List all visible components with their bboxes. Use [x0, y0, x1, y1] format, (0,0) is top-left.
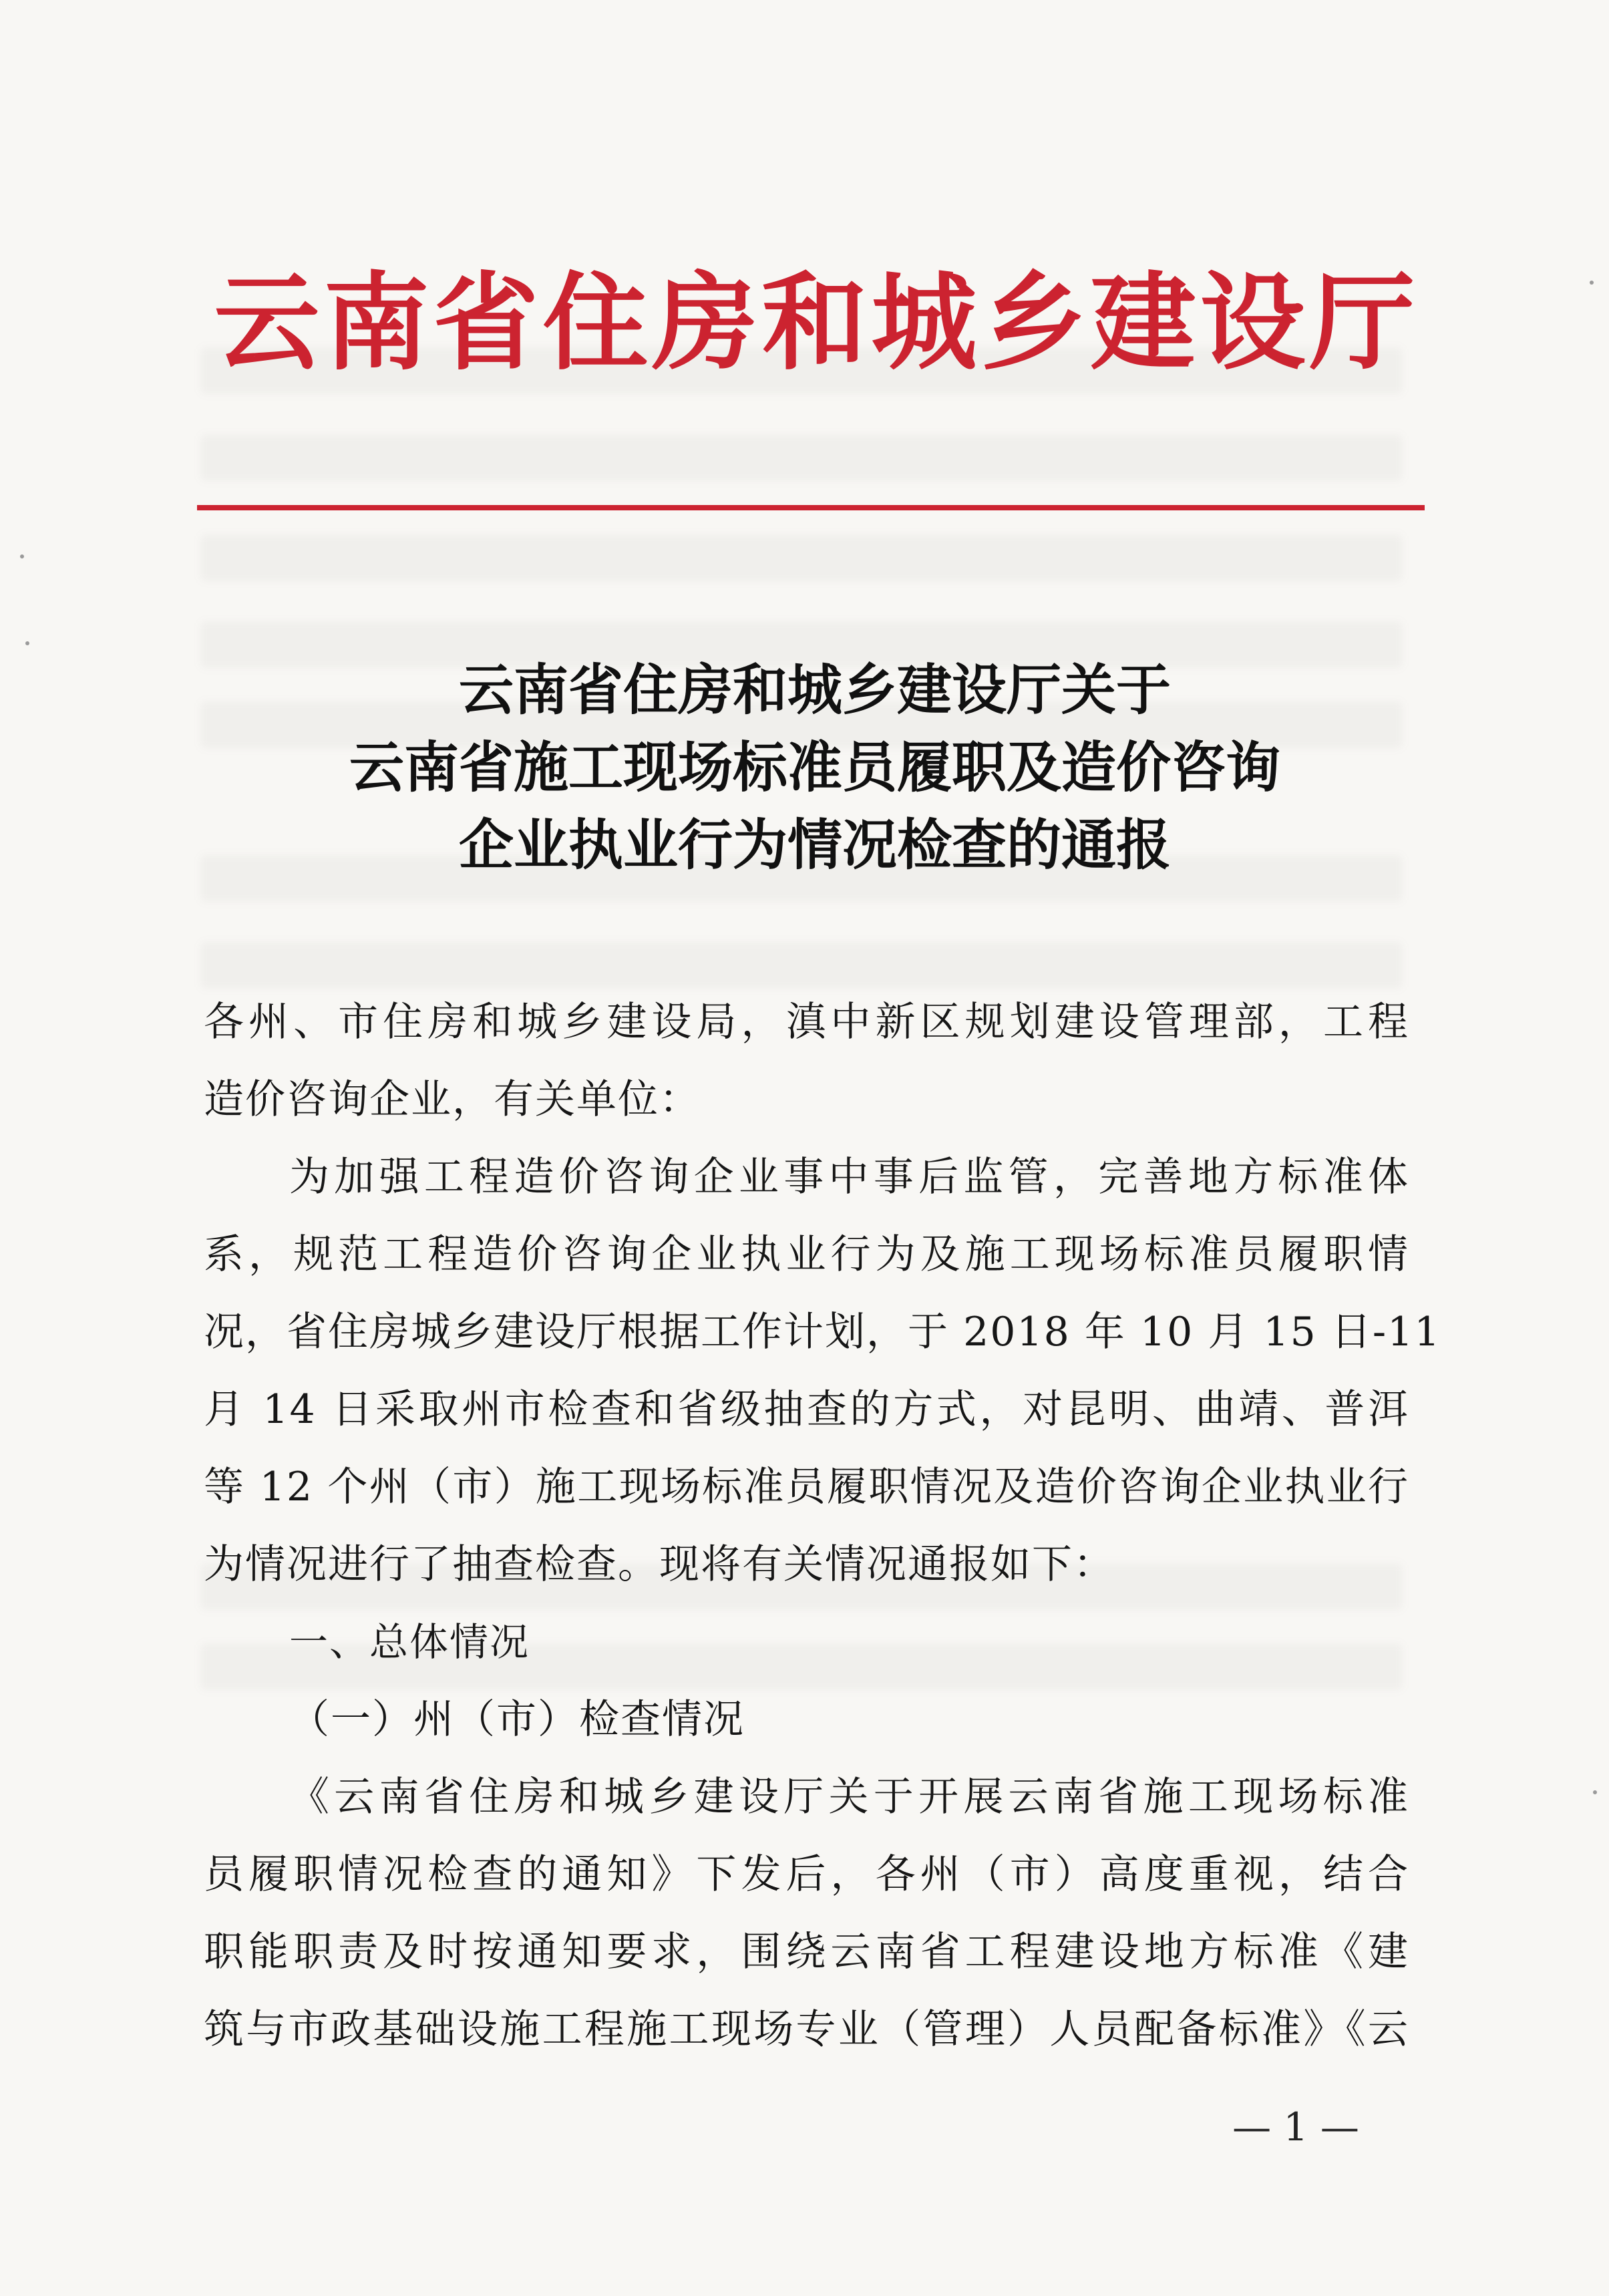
recipients-line: 各州、市住房和城乡建设局，滇中新区规划建设管理部，工程	[204, 999, 1409, 1045]
document-title	[214, 651, 1416, 884]
title-line-1: 云南省住房和城乡建设厅关于	[458, 658, 1171, 722]
paragraph-line: 《云南省住房和城乡建设厅关于开展云南省施工现场标准	[289, 1774, 1409, 1820]
paragraph-line: 况，省住房城乡建设厅根据工作计划，于 2018 年 10 月 15 日-11	[204, 1309, 1441, 1355]
bleed-through-shadow	[200, 434, 1403, 481]
paragraph-line: 筑与市政基础设施工程施工现场专业（管理）人员配备标准》《云	[204, 2006, 1409, 2053]
paragraph-line: 员履职情况检查的通知》下发后，各州（市）高度重视，结合	[204, 1851, 1409, 1898]
paragraph-line: 为情况进行了抽查检查。现将有关情况通报如下：	[204, 1541, 1115, 1588]
paragraph-line: 职能职责及时按通知要求，围绕云南省工程建设地方标准《建	[204, 1929, 1409, 1975]
issuing-organization-header: 云南省住房和城乡建设厅	[214, 261, 1419, 385]
paragraph-line: 系，规范工程造价咨询企业执业行为及施工现场标准员履职情	[204, 1231, 1409, 1278]
page-number: — 1 —	[1232, 2104, 1359, 2150]
red-header-rule	[197, 505, 1425, 510]
document-body	[204, 983, 1441, 2068]
recipients-line: 造价咨询企业，有关单位：	[204, 1076, 701, 1123]
title-line-3: 企业执业行为情况检查的通报	[458, 813, 1171, 877]
subsection-heading: （一）州（市）检查情况	[289, 1696, 745, 1743]
scan-speck	[25, 641, 29, 645]
bleed-through-shadow	[200, 534, 1403, 581]
bleed-through-shadow	[200, 942, 1403, 989]
paragraph-line: 月 14 日采取州市检查和省级抽查的方式，对昆明、曲靖、普洱	[204, 1386, 1409, 1433]
scan-speck	[1593, 1790, 1597, 1794]
scan-speck	[1590, 281, 1594, 285]
paragraph-line: 为加强工程造价咨询企业事中事后监管，完善地方标准体	[289, 1154, 1409, 1200]
section-heading: 一、总体情况	[289, 1619, 530, 1665]
scan-speck	[20, 554, 24, 558]
title-line-2: 云南省施工现场标准员履职及造价咨询	[349, 735, 1280, 800]
paragraph-line: 等 12 个州（市）施工现场标准员履职情况及造价咨询企业执业行	[204, 1464, 1409, 1510]
